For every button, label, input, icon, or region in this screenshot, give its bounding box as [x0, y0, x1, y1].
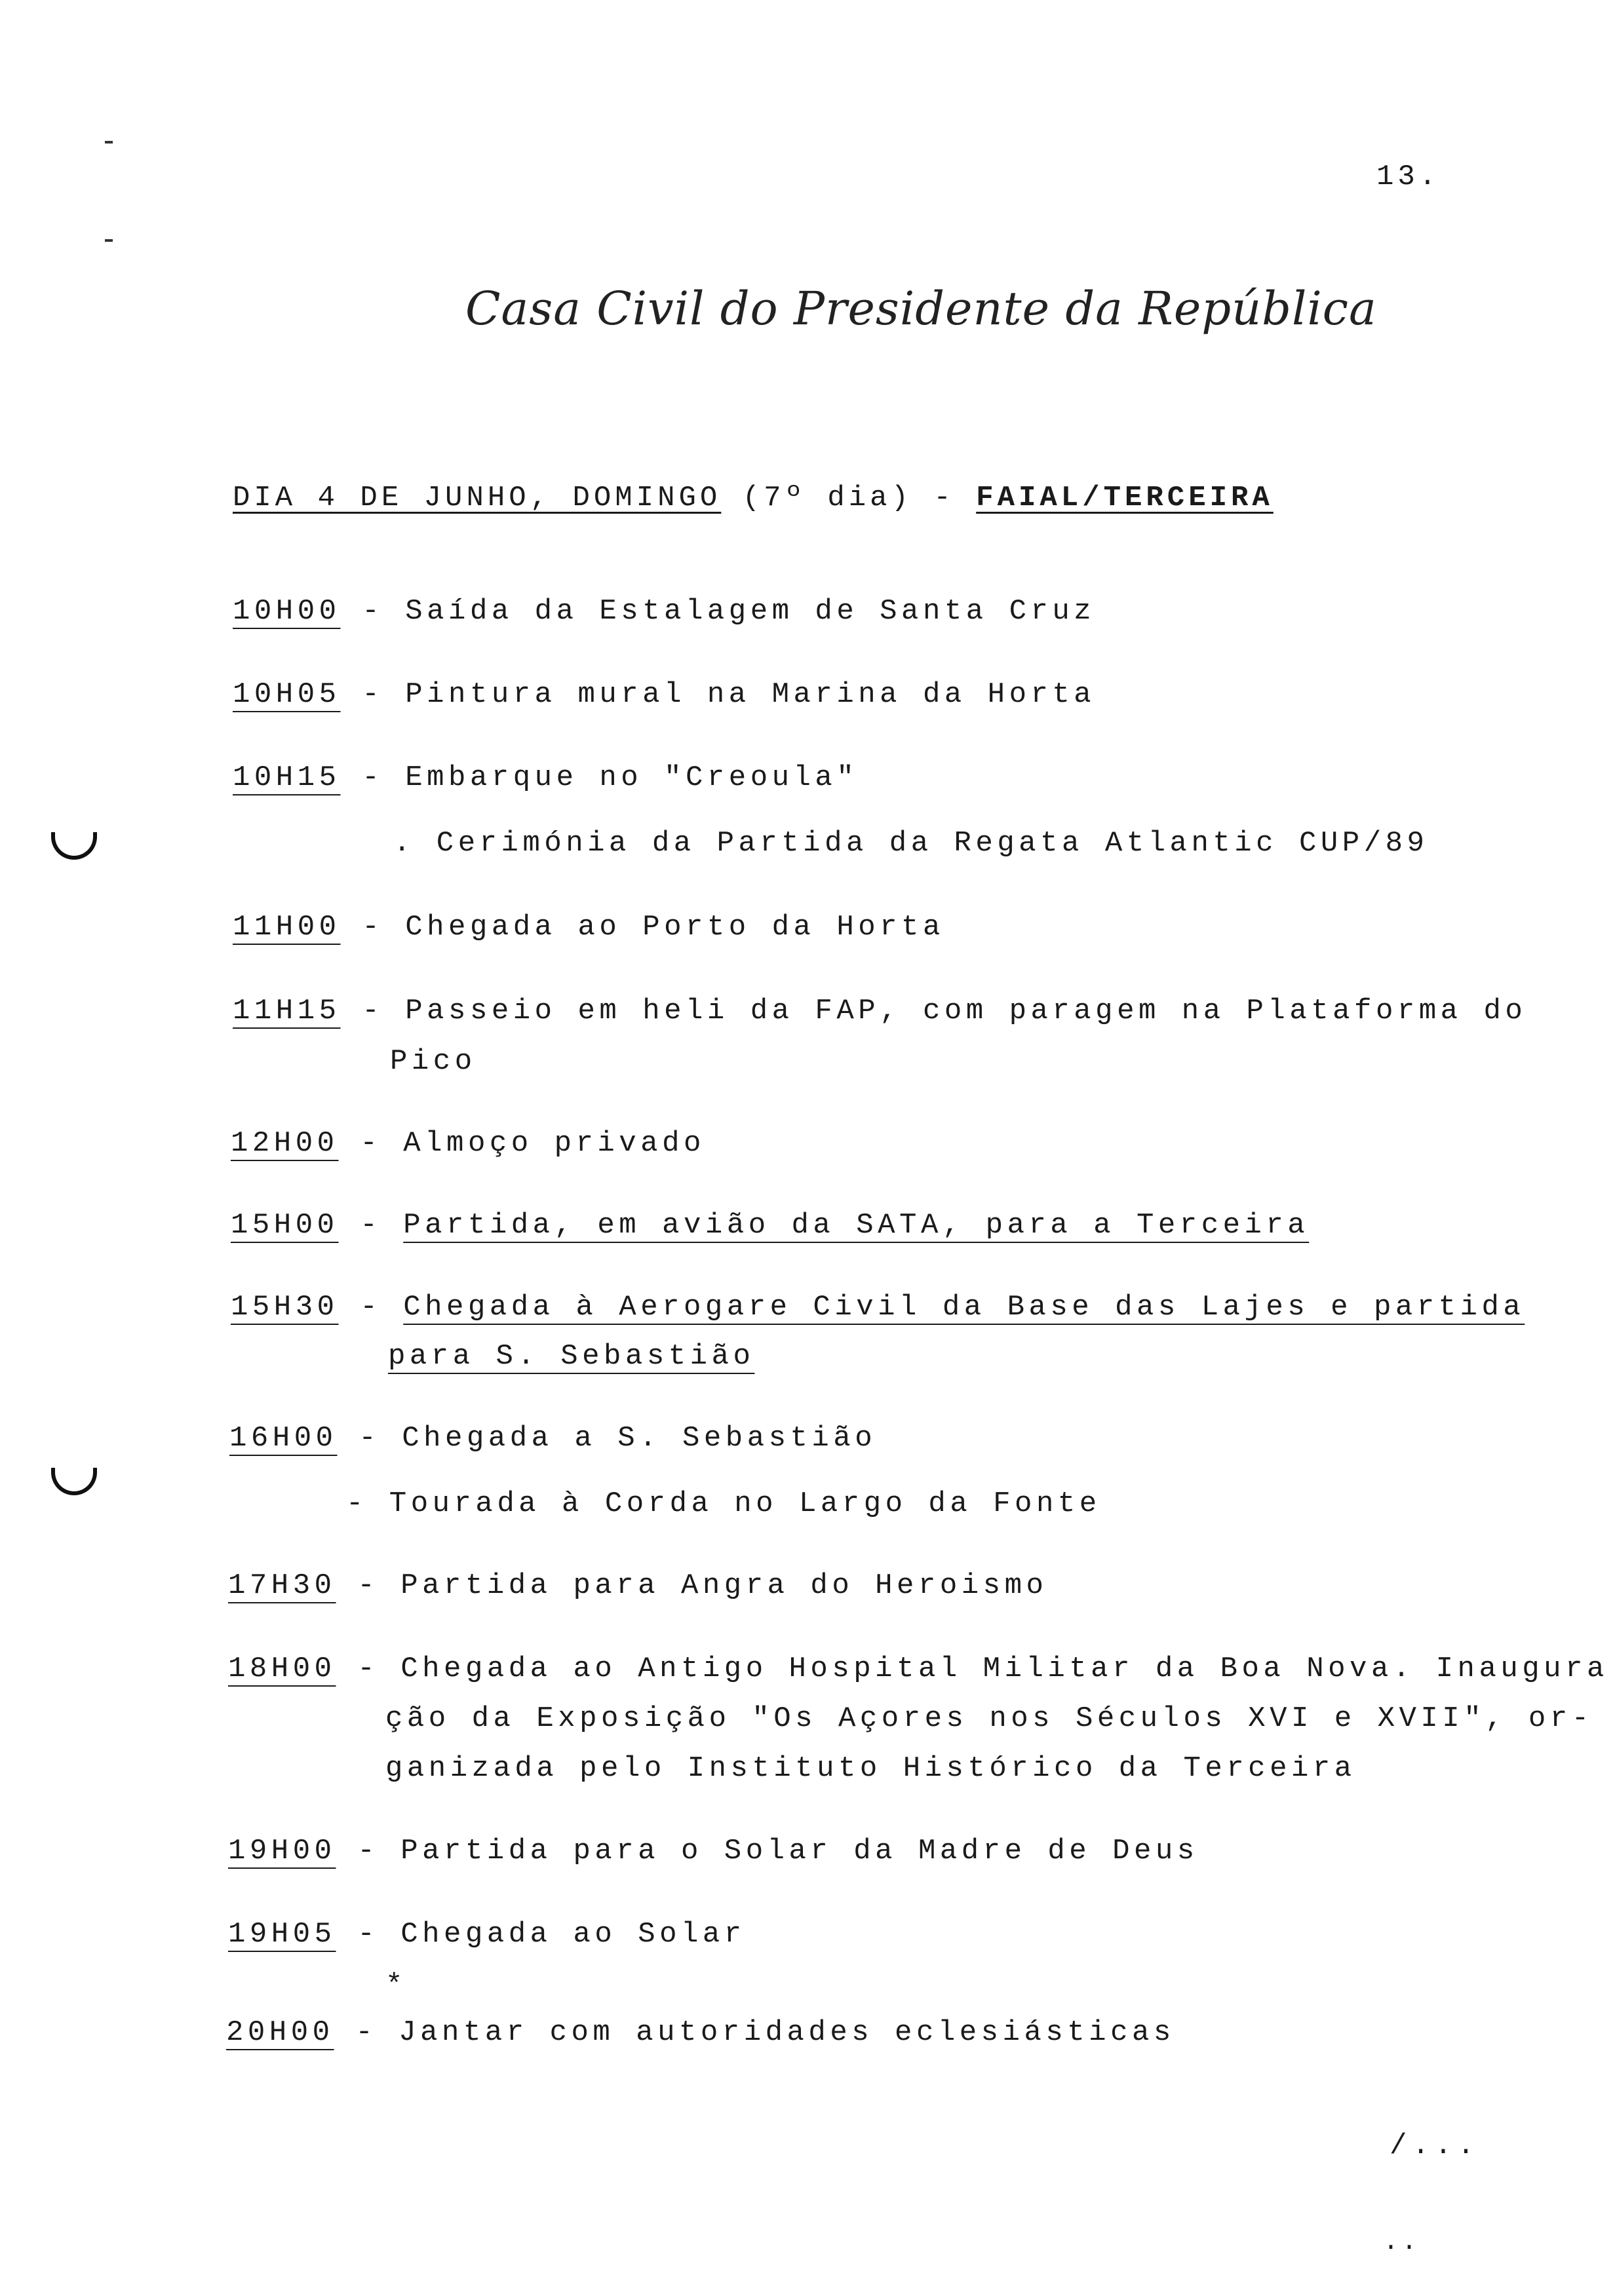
event-subtext: - Tourada à Corda no Largo da Fonte: [346, 1487, 1101, 1520]
event-subtext: Pico: [390, 1045, 477, 1078]
event-subtext: *: [385, 1969, 407, 2002]
footer-dots: ..: [1383, 2228, 1420, 2257]
event-text: - Chegada ao Antigo Hospital Militar da Boa Nova. Inaugura: [336, 1653, 1608, 1685]
day-heading: [233, 482, 1274, 514]
schedule-line: [228, 1835, 1199, 1867]
event-time: 18H00: [228, 1653, 336, 1685]
schedule-line: [228, 1918, 746, 1951]
event-text: - Chegada a S. Sebastião: [337, 1422, 877, 1455]
schedule-line: [228, 1653, 1608, 1685]
event-subtext: . Cerimónia da Partida da Regata Atlantic CUP/89: [393, 827, 1429, 860]
event-subtext-underlined: para S. Sebastião: [388, 1340, 755, 1373]
schedule-subline: [385, 1752, 1356, 1785]
event-text: -: [338, 1291, 404, 1324]
event-time: 10H15: [233, 761, 341, 794]
hole-punch-icon: [51, 832, 97, 860]
event-time: 10H05: [233, 678, 341, 711]
margin-mark: [105, 141, 113, 144]
page-number: 13.: [1376, 161, 1441, 193]
margin-mark: [105, 239, 113, 242]
schedule-subline: [385, 1969, 407, 2002]
event-text: - Jantar com autoridades eclesiásticas: [334, 2016, 1175, 2049]
schedule-subline: [390, 1045, 477, 1078]
event-text-underlined: Partida, em avião da SATA, para a Terceira: [403, 1209, 1310, 1242]
schedule-line: [233, 595, 1095, 628]
schedule-line: [233, 678, 1095, 711]
schedule-subline: [346, 1487, 1101, 1520]
event-time: 17H30: [228, 1569, 336, 1602]
event-time: 15H00: [231, 1209, 339, 1242]
event-text: - Saída da Estalagem de Santa Cruz: [340, 595, 1096, 628]
event-time: 12H00: [231, 1127, 339, 1160]
event-text-underlined: Chegada à Aerogare Civil da Base das Lajes e partida: [403, 1291, 1525, 1324]
event-text: - Embarque no "Creoula": [340, 761, 859, 794]
event-time: 11H15: [233, 995, 341, 1027]
event-text: -: [338, 1209, 404, 1242]
schedule-line: [233, 911, 944, 944]
letterhead: Casa Civil do Presidente da República: [465, 282, 1377, 335]
hole-punch-icon: [51, 1468, 97, 1495]
event-text: - Partida para Angra do Heroismo: [336, 1569, 1048, 1602]
event-subtext: ção da Exposição "Os Açores nos Séculos XVI e XVII", or-: [385, 1702, 1593, 1735]
heading-date: DIA 4 DE JUNHO, DOMINGO: [233, 482, 722, 514]
event-text: - Partida para o Solar da Madre de Deus: [336, 1835, 1199, 1867]
event-text: - Pintura mural na Marina da Horta: [340, 678, 1096, 711]
event-time: 20H00: [226, 2016, 334, 2049]
event-text: - Chegada ao Porto da Horta: [340, 911, 944, 944]
event-time: 15H30: [231, 1291, 339, 1324]
event-time: 19H05: [228, 1918, 336, 1951]
event-text: - Almoço privado: [338, 1127, 705, 1160]
event-time: 11H00: [233, 911, 341, 944]
event-time: 19H00: [228, 1835, 336, 1867]
schedule-subline: [393, 827, 1428, 860]
event-text: - Chegada ao Solar: [336, 1918, 746, 1951]
schedule-line: [226, 2016, 1175, 2049]
schedule-subline: [385, 1702, 1593, 1735]
schedule-line: [233, 761, 858, 794]
schedule-line: [231, 1209, 1309, 1242]
schedule-line: [229, 1422, 876, 1455]
event-subtext: ganizada pelo Instituto Histórico da Terceira: [385, 1752, 1356, 1785]
event-text: - Passeio em heli da FAP, com paragem na Plataforma do: [340, 995, 1527, 1027]
schedule-line: [231, 1291, 1525, 1324]
heading-day: (7º dia) -: [721, 482, 977, 514]
continuation-mark: /...: [1390, 2130, 1480, 2162]
heading-place: FAIAL/TERCEIRA: [976, 482, 1274, 514]
schedule-subline: [388, 1340, 754, 1373]
event-time: 16H00: [229, 1422, 338, 1455]
schedule-line: [233, 995, 1527, 1027]
schedule-line: [231, 1127, 705, 1160]
event-time: 10H00: [233, 595, 341, 628]
schedule-line: [228, 1569, 1047, 1602]
